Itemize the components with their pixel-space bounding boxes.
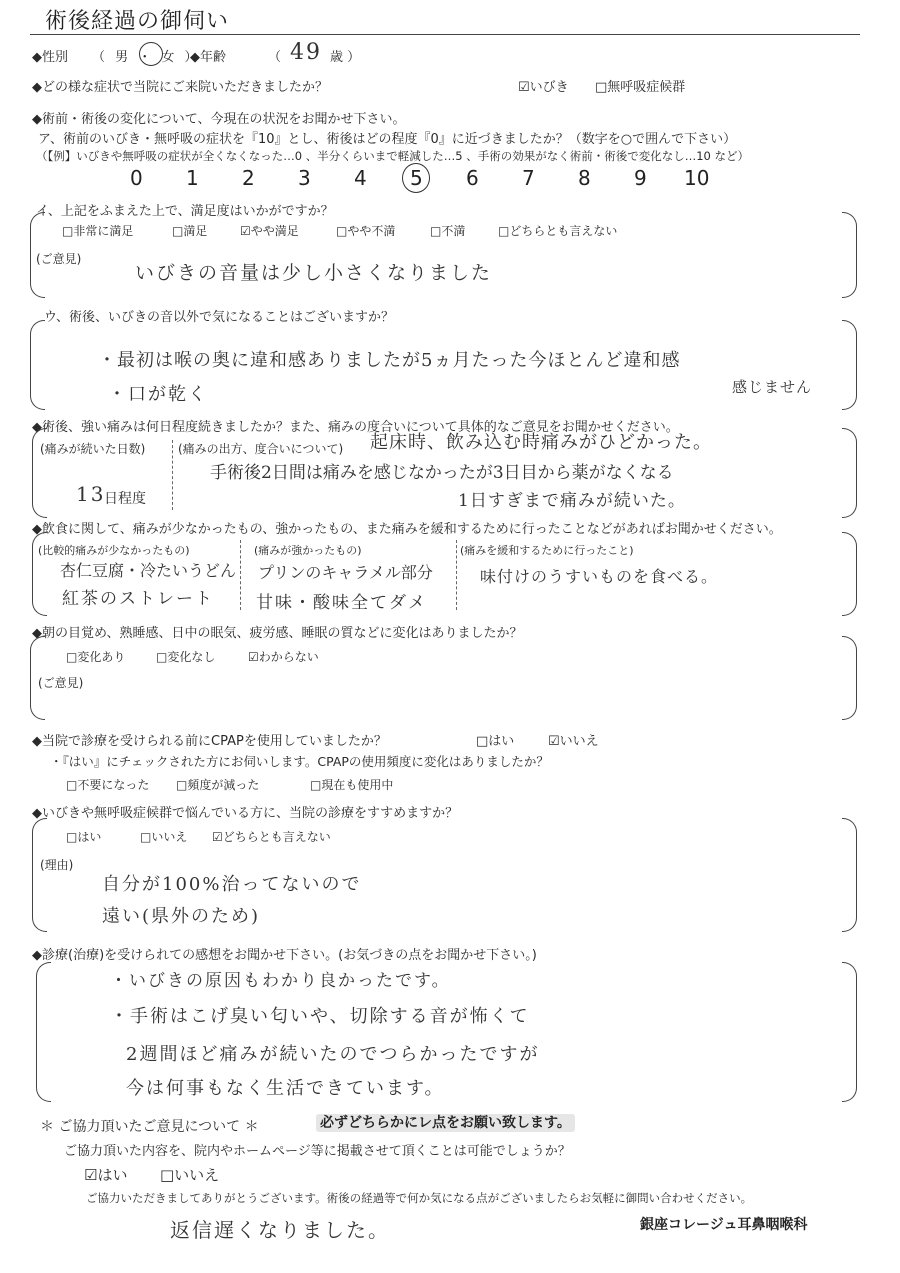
satisfaction-opt-3[interactable]: ☑やや満足 <box>240 224 299 238</box>
other-question: ウ、術後、いびきの音以外で気になることはございますか？ <box>44 310 394 325</box>
satisfaction-opt-4[interactable]: □やや不満 <box>336 224 396 238</box>
age-label: ◆年齢 <box>190 50 226 65</box>
impression-line-3[interactable]: 2週間ほど痛みが続いたのでつらかったですが <box>126 1044 540 1065</box>
pain-days-label: (痛みが続いた日数) <box>40 442 146 456</box>
morning-question: ◆朝の目覚め、熟睡感、日中の眠気、疲労感、睡眠の質などに変化はありましたか？ <box>32 626 523 641</box>
impression-line-4[interactable]: 今は何事もなく生活できています。 <box>126 1078 445 1099</box>
food-bracket-right <box>842 532 857 616</box>
morning-opt-2[interactable]: □変化なし <box>156 650 216 664</box>
satisfaction-opinion-text[interactable]: いびきの音量は少し小さくなりました <box>135 262 493 284</box>
gender-selected-circle <box>139 42 163 66</box>
pain-days-value[interactable]: 13 <box>76 482 106 506</box>
footer-publish-question: ご協力頂いた内容を、院内やホームページ等に掲載させて頂くことは可能でしょうか？ <box>64 1144 571 1159</box>
recommend-bracket-left <box>32 818 47 932</box>
food-question: ◆飲食に関して、痛みが少なかったもの、強かったもの、また痛みを緩和するために行ったことなどがあればお聞かせください。 <box>32 522 782 537</box>
pain-degree-label: (痛みの出方、度合いについて) <box>178 442 344 456</box>
satisfaction-opinion-label: (ご意見) <box>36 252 82 266</box>
footer-heading: ＊ ご協力頂いたご意見について ＊ <box>40 1119 259 1135</box>
morning-bracket-right <box>842 636 857 720</box>
impression-bracket-right <box>842 962 857 1102</box>
satisfaction-opt-2[interactable]: □満足 <box>172 224 208 238</box>
scale-2[interactable]: 2 <box>242 166 255 190</box>
scale-10[interactable]: 10 <box>684 166 710 190</box>
cpap-no[interactable]: ☑いいえ <box>548 734 599 749</box>
recommend-opt-3[interactable]: ☑どちらとも言えない <box>212 830 331 844</box>
other-line-1b[interactable]: 感じません <box>732 378 813 396</box>
recommend-opt-1[interactable]: □はい <box>66 830 102 844</box>
impression-question: ◆診療(治療)を受けられての感想をお聞かせ下さい。(お気づきの点をお聞かせ下さい。) <box>32 948 537 963</box>
cpap-follow-opt-1[interactable]: □不要になった <box>66 778 150 792</box>
other-line-2[interactable]: ・口が乾く <box>108 384 208 405</box>
change-heading: ◆術前・術後の変化について、今現在の状況をお聞かせ下さい。 <box>32 112 406 127</box>
recommend-bracket-right <box>842 818 857 932</box>
morning-opt-1[interactable]: □変化あり <box>66 650 126 664</box>
impression-line-1[interactable]: ・いびきの原因もわかり良かったです。 <box>110 971 451 991</box>
satisfaction-opt-1[interactable]: □非常に満足 <box>62 224 134 238</box>
pain-line-3[interactable]: 1日すぎまで痛みが続いた。 <box>458 491 686 511</box>
satisfaction-question: イ、上記をふまえた上で、満足度はいかがですか？ <box>36 204 334 219</box>
age-value[interactable]: 49 <box>290 40 322 65</box>
footer-thanks: ご協力いただきましてありがとうございます。術後の経過等で何か気になる点がございましたらお気軽に御問い合わせください。 <box>86 1191 753 1205</box>
pain-bracket-right <box>842 428 857 518</box>
other-bracket-right <box>842 320 857 410</box>
satisfaction-opt-5[interactable]: □不満 <box>430 224 466 238</box>
food-divider-2 <box>456 540 457 610</box>
recommend-reason-line-2[interactable]: 遠い(県外のため) <box>102 906 261 927</box>
food-col2-line-2[interactable]: 甘味・酸味全てダメ <box>256 593 427 613</box>
symptom-question: ◆どの様な症状で当院にご来院いただきましたか？ <box>32 80 328 95</box>
impression-bracket-left <box>36 962 51 1102</box>
other-bracket-left <box>30 320 45 410</box>
cpap-yes[interactable]: □はい <box>476 734 515 749</box>
scale-5[interactable]: 5 <box>410 166 423 190</box>
food-col1-label: (比較的痛みが少なかったもの) <box>38 544 190 557</box>
age-open: （ <box>268 50 282 65</box>
recommend-question: ◆いびきや無呼吸症候群で悩んでいる方に、当院の診療をすすめますか？ <box>32 806 459 821</box>
morning-opinion-label: (ご意見) <box>38 676 84 690</box>
page-title: 術後経過の御伺い <box>45 9 230 34</box>
clinic-name: 銀座コレージュ耳鼻咽喉科 <box>640 1217 808 1233</box>
impression-line-2[interactable]: ・手術はこげ臭い匂いや、切除する音が怖くて <box>110 1006 530 1027</box>
food-divider-1 <box>240 540 241 610</box>
cpap-follow-opt-3[interactable]: □現在も使用中 <box>310 778 394 792</box>
symptom-option-snoring[interactable]: ☑いびき <box>518 80 569 95</box>
cpap-follow-opt-2[interactable]: □頻度が減った <box>176 778 260 792</box>
recommend-opt-2[interactable]: □いいえ <box>140 830 188 844</box>
scale-8[interactable]: 8 <box>578 166 591 190</box>
footer-emphasis-wrap <box>316 1112 575 1132</box>
footer-no[interactable]: □いいえ <box>160 1166 220 1184</box>
satisfaction-opt-6[interactable]: □どちらとも言えない <box>498 224 618 238</box>
age-close: 歳 ） <box>330 50 361 65</box>
scale-0[interactable]: 0 <box>130 166 143 190</box>
gender-options: （ 男 ・ 女 ） <box>92 50 201 65</box>
gender-label: ◆性別 <box>32 50 68 65</box>
pain-line-1[interactable]: 起床時、飲み込む時痛みがひどかった。 <box>370 432 712 453</box>
food-col3-label: (痛みを緩和するために行ったこと) <box>460 544 634 557</box>
food-col1-line-1[interactable]: 杏仁豆腐・冷たいうどん <box>60 561 237 580</box>
symptom-option-apnea[interactable]: □無呼吸症候群 <box>595 80 686 95</box>
satisfaction-bracket-right <box>842 212 857 298</box>
recommend-reason-label: (理由) <box>40 858 74 872</box>
pain-question: ◆術後、強い痛みは何日程度続きましたか？また、痛みの度合いについて具体的なご意見をお聞かせください。 <box>32 420 679 435</box>
scale-4[interactable]: 4 <box>354 166 367 190</box>
scale-3[interactable]: 3 <box>298 166 311 190</box>
cpap-question: ◆当院で診療を受けられる前にCPAPを使用していましたか？ <box>32 734 387 749</box>
food-col1-line-2[interactable]: 紅茶のストレート <box>62 589 214 609</box>
scale-selected-circle <box>402 163 430 193</box>
pain-days-unit: 日程度 <box>104 491 146 507</box>
scale-9[interactable]: 9 <box>634 166 647 190</box>
title-underline <box>30 34 860 35</box>
food-col3-line-1[interactable]: 味付けのうすいものを食べる。 <box>480 567 719 586</box>
scale-7[interactable]: 7 <box>522 166 535 190</box>
footer-emphasis: 必ずどちらかにレ点をお願い致します。 <box>316 1114 575 1132</box>
change-example: （【例】いびきや無呼吸の症状が全くなくなった…0 、半分くらいまで軽減した…5 、手術の効果がなく術前・術後で変化なし…10 など） <box>36 149 749 163</box>
food-col2-line-1[interactable]: プリンのキャラメル部分 <box>258 563 433 582</box>
scale-6[interactable]: 6 <box>466 166 479 190</box>
morning-opt-3[interactable]: ☑わからない <box>248 650 319 664</box>
footer-yes[interactable]: ☑はい <box>84 1166 128 1184</box>
recommend-reason-line-1[interactable]: 自分が100%治ってないので <box>102 874 362 895</box>
pain-line-2[interactable]: 手術後2日間は痛みを感じなかったが3日目から薬がなくなる <box>210 463 674 483</box>
food-col2-label: (痛みが強かったもの) <box>254 544 362 557</box>
cpap-followup: ・『はい』にチェックされた方にお伺いします。CPAPの使用頻度に変化はありましたか？ <box>50 754 549 769</box>
change-question-a: ア、術前のいびき・無呼吸の症状を『10』とし、術後はどの程度『0』に近づきましたか？（数字を○で囲んで下さい） <box>38 132 737 147</box>
pain-column-divider <box>172 440 173 510</box>
footer-note[interactable]: 返信遅くなりました。 <box>170 1218 390 1242</box>
scale-1[interactable]: 1 <box>186 166 199 190</box>
other-line-1[interactable]: ・最初は喉の奥に違和感ありましたが5ヵ月たった今ほとんど違和感 <box>98 350 681 371</box>
